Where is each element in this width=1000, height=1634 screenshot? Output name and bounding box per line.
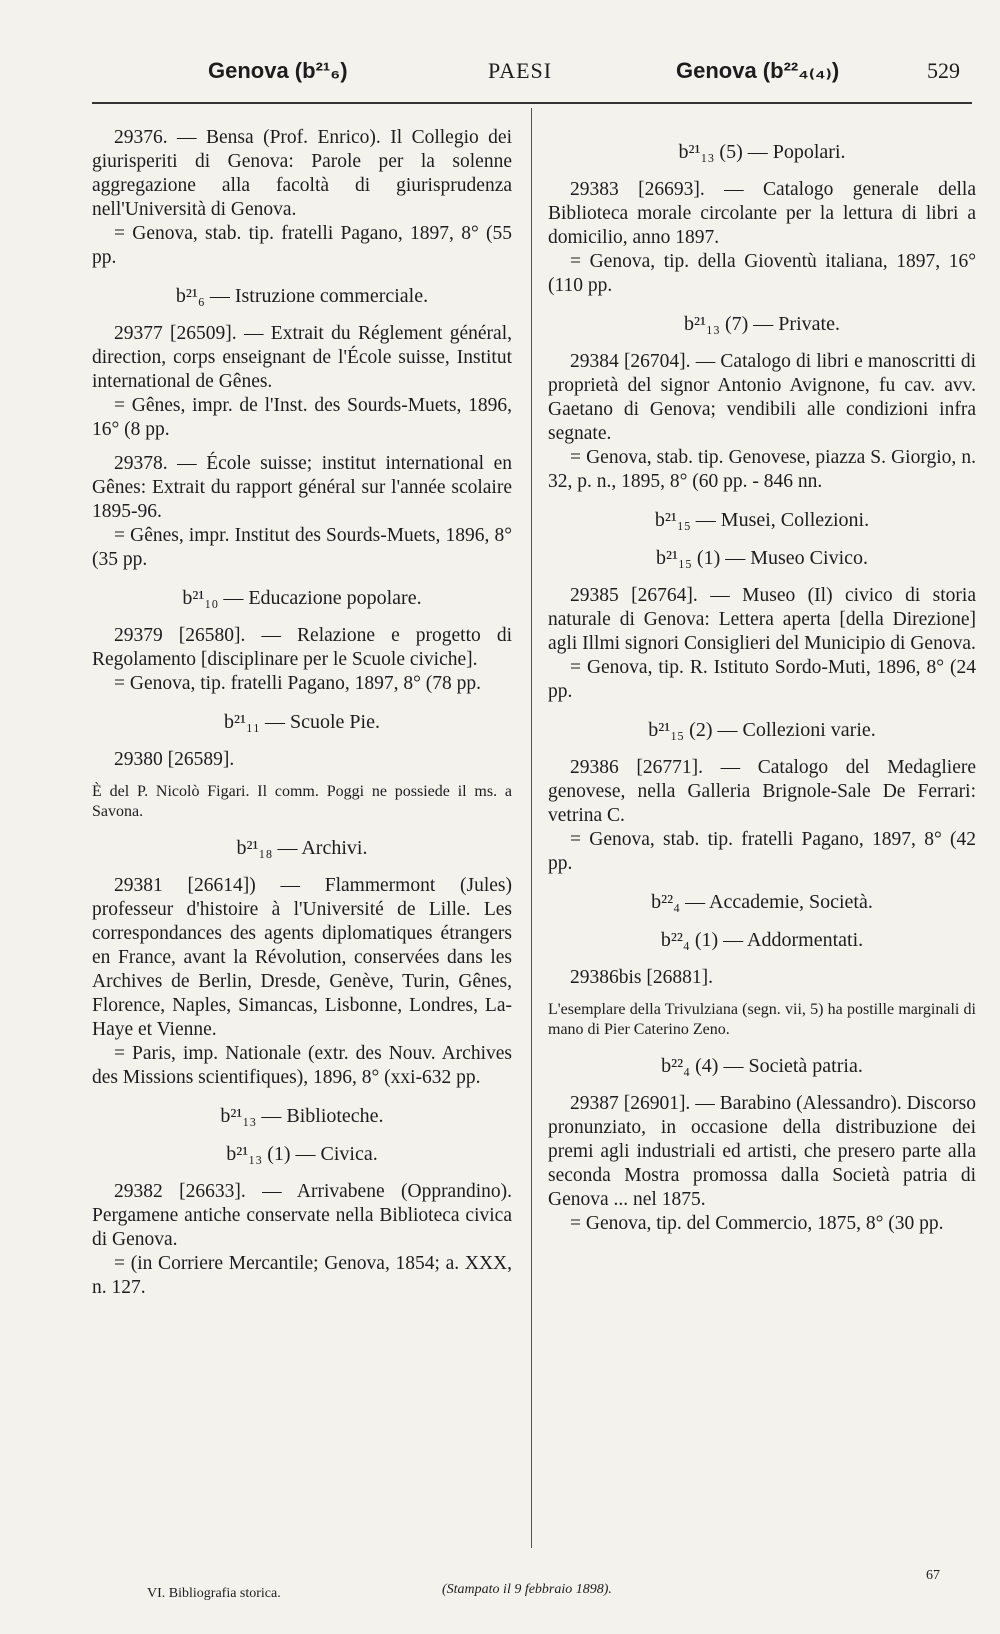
section-subheading: b²¹₁₃ (5) — Popolari. [678,141,846,163]
section-subheading: b²¹₁₁ — Scuole Pie. [224,711,380,733]
entry-imprint: = Genova, tip. del Commercio, 1875, 8° (30 pp. [570,1213,944,1234]
entry-text: 29385 [26764]. — Museo (Il) civico di storia naturale di Genova: Lettera aperta [della Direzione] agli Illmi signori Consiglieri del Municipio di Genova. [548,585,976,654]
entry-text: 29378. — École suisse; institut international en Gênes: Extrait du rapport général sur l'année scolaire 1895-96. [92,453,512,522]
running-header [208,58,960,98]
entry-imprint: = Genova, stab. tip. Genovese, piazza S. Giorgio, n. 32, p. n., 1895, 8° (60 pp. - 846 nn. [548,447,976,492]
section-subheading: b²²₄ (4) — Società patria. [661,1055,863,1077]
section-subheading: b²¹₆ — Istruzione commerciale. [175,285,429,307]
bibliographic-entry [92,748,512,772]
entry-text: 29376. — Bensa (Prof. Enrico). Il Collegio dei giurisperiti di Genova: Parole per la solenne aggregazione alla facoltà di giurisprudenza nell'Università di Genova. [92,127,512,220]
section-subheading: b²¹₁₅ — Musei, Collezioni. [654,509,870,531]
section-subheading: b²²₄ (1) — Addormentati. [660,929,864,951]
section-subheading: b²¹₁₅ (1) — Museo Civico. [655,547,869,569]
entry-imprint: = Genova, tip. R. Istituto Sordo-Muti, 1896, 8° (24 pp. [548,657,976,702]
column-divider [531,108,532,1548]
entry-text: 29387 [26901]. — Barabino (Alessandro). Discorso pronunziato, in occasione della distribuzione dei premi agli industriali ed artisti, che presero parte alla seconda Mostra promossa dalla Società patria di Genova ... nel 1875. [548,1093,976,1210]
bibliographic-entry [548,350,976,494]
section-subheading: b²¹₁₃ — Biblioteche. [220,1105,384,1127]
page-footer [92,1568,960,1601]
section-subheading: b²¹₁₀ — Educazione popolare. [182,587,422,609]
bibliographic-entry [92,1180,512,1300]
entry-imprint: = Gênes, impr. de l'Inst. des Sourds-Muets, 1896, 16° (8 pp. [92,395,512,440]
bibliographic-entry [548,1092,976,1236]
entry-text: 29384 [26704]. — Catalogo di libri e manoscritti di proprietà del signor Antonio Avignone, fu cav. avv. Gaetano di Genova; vendibili alle condizioni infra segnate. [548,351,976,444]
footer-print-date: (Stampato il 9 febbraio 1898). [442,1582,612,1597]
footer-sheet-number: 67 [926,1568,940,1583]
entry-text: 29386bis [26881]. [570,967,713,988]
section-subheading: b²²₄ — Accademie, Società. [651,891,873,913]
left-column [92,126,512,1310]
entry-note: È del P. Nicolò Figari. Il comm. Poggi ne possiede il ms. a Savona. [92,783,512,820]
entry-text: 29379 [26580]. — Relazione e progetto di Regolamento [disciplinare per le Scuole civiche]. [92,625,512,670]
entry-text: 29386 [26771]. — Catalogo del Medagliere genovese, nella Galleria Brignole-Sale De Ferrari: vetrina C. [548,757,976,826]
section-subheading: b²¹₁₃ (7) — Private. [684,313,840,335]
section-subheading: b²¹₁₃ (1) — Civica. [226,1143,378,1165]
entry-text: 29381 [26614]) — Flammermont (Jules) professeur d'histoire à l'Université de Lille. Les correspondances des agents diplomatiques étrangers en France, avant la Révolution, conservées dans les Archives de Berlin, Dresde, Genève, Turin, Gênes, Florence, Naples, Simancas, Lisbonne, Londres, La-Haye et Vienne. [92,875,512,1040]
bibliographic-entry [92,624,512,696]
bibliographic-entry [92,126,512,270]
entry-imprint: = Genova, stab. tip. fratelli Pagano, 1897, 8° (55 pp. [92,223,512,268]
bibliographic-entry [548,178,976,298]
bibliographic-entry [92,452,512,572]
entry-imprint: = Paris, imp. Nationale (extr. des Nouv. Archives des Missions scientifiques), 1896, 8° (xxi-632 pp. [92,1043,512,1088]
bibliographic-entry [548,966,976,990]
entry-text: 29383 [26693]. — Catalogo generale della Biblioteca morale circolante per la lettura di libri a domicilio, anno 1897. [548,179,976,248]
header-left: Genova (b²¹₆) [208,58,348,83]
entry-imprint: = Gênes, impr. Institut des Sourds-Muets, 1896, 8° (35 pp. [92,525,512,570]
entry-text: 29382 [26633]. — Arrivabene (Opprandino). Pergamene antiche conservate nella Biblioteca civica di Genova. [92,1181,512,1250]
entry-imprint: = Genova, tip. della Gioventù italiana, 1897, 16° (110 pp. [548,251,976,296]
section-subheading: b²¹₁₈ — Archivi. [236,837,368,859]
header-right: Genova (b²²₄₍₄₎) [676,58,840,83]
entry-imprint: = (in Corriere Mercantile; Genova, 1854; a. XXX, n. 127. [92,1253,512,1298]
bibliographic-entry [548,756,976,876]
header-center: PAESI [488,58,553,83]
header-rule [92,102,972,104]
bibliographic-entry [92,322,512,442]
bibliographic-entry [92,874,512,1090]
page-number: 529 [927,58,960,83]
entry-note: L'esemplare della Trivulziana (segn. vii, 5) ha postille marginali di mano di Pier Caterino Zeno. [548,1001,976,1038]
section-subheading: b²¹₁₅ (2) — Collezioni varie. [648,719,876,741]
entry-imprint: = Genova, tip. fratelli Pagano, 1897, 8° (78 pp. [114,673,482,694]
right-column [548,126,976,1246]
entry-text: 29380 [26589]. [114,749,235,770]
entry-text: 29377 [26509]. — Extrait du Réglement général, direction, corps enseignant de l'École suisse, Institut international de Gênes. [92,323,512,392]
entry-imprint: = Genova, stab. tip. fratelli Pagano, 1897, 8° (42 pp. [548,829,976,874]
bibliographic-entry [548,584,976,704]
footer-signature: VI. Bibliografia storica. [147,1586,281,1601]
